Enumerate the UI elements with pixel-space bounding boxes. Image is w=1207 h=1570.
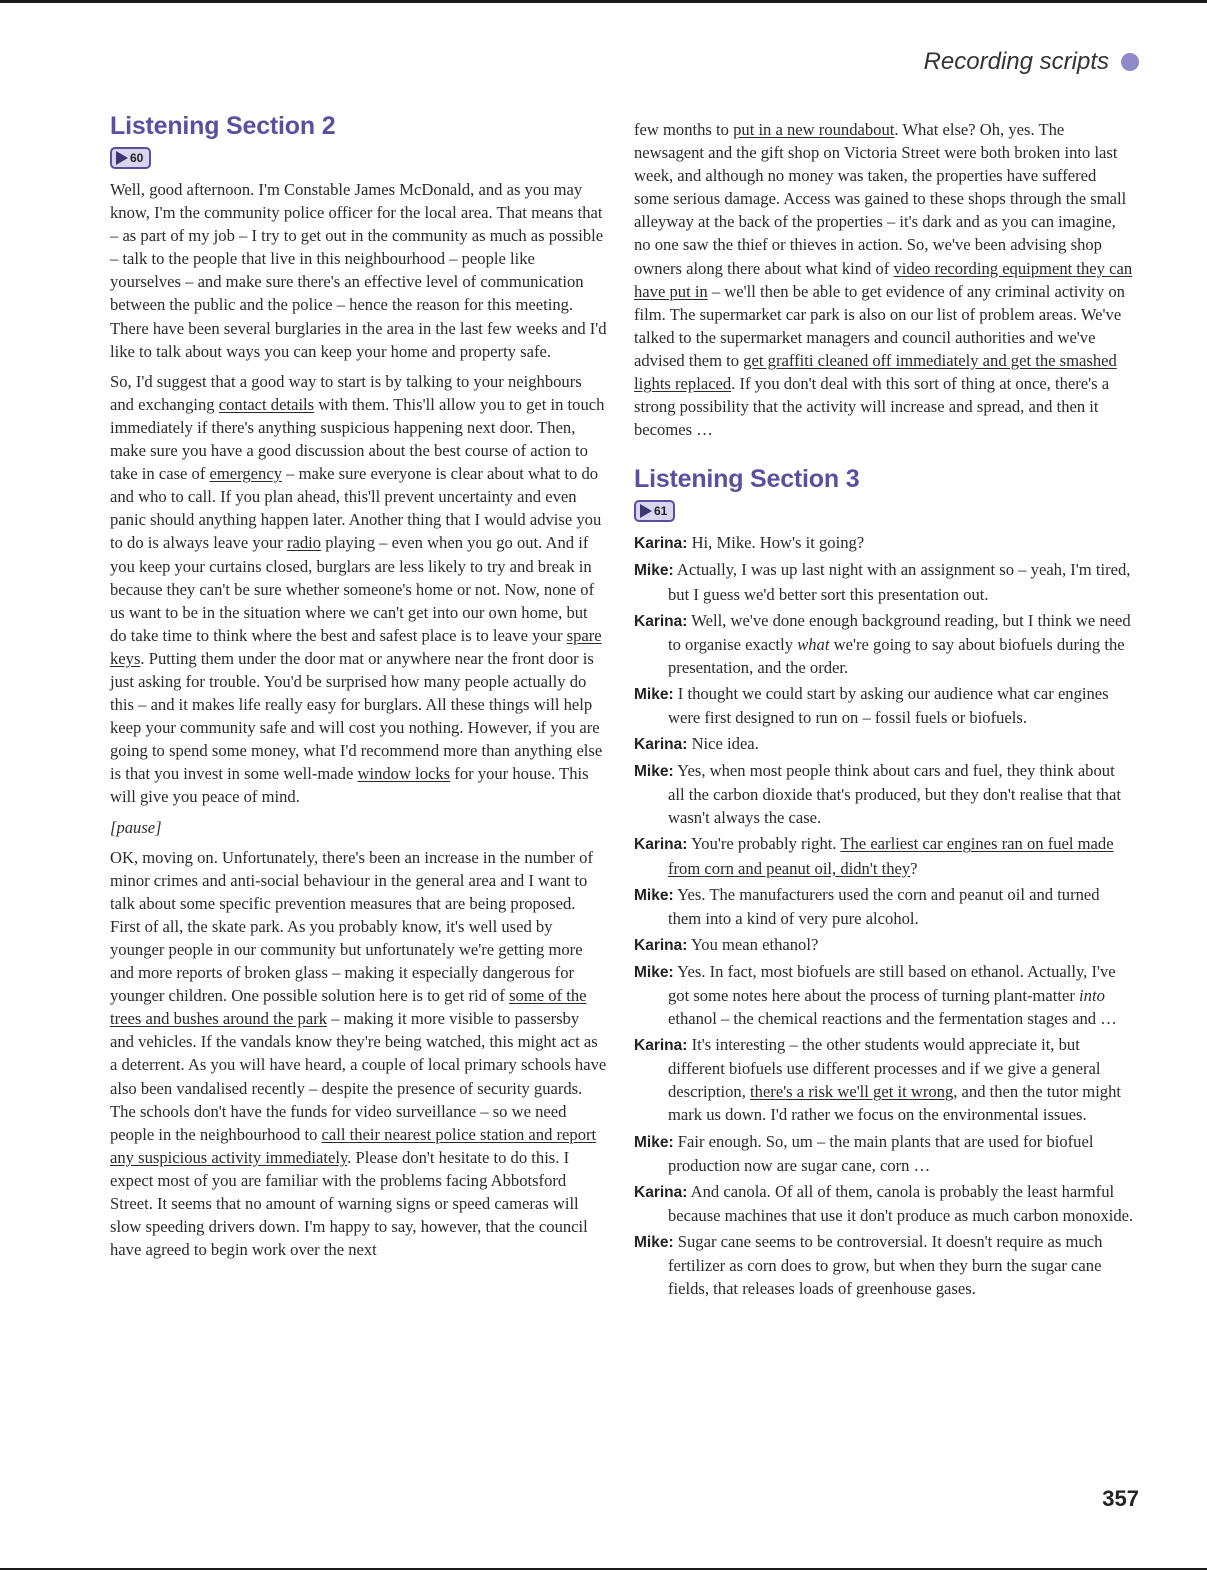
play-icon — [116, 151, 128, 165]
dialogue-line: Mike: Actually, I was up last night with an assignment so – yeah, I'm tired, but I guess we'd better sort this presentation out. — [634, 560, 1131, 604]
answer-underline: The earliest car engines ran on fuel made from corn and peanut oil, didn't they — [668, 834, 1114, 878]
answer-underline: get graffiti cleaned off immediately and get the smashed lights replaced — [634, 350, 1117, 394]
answer-underline: put in a new roundabout — [733, 120, 895, 139]
dialogue-line: Karina: Hi, Mike. How's it going? — [634, 533, 865, 553]
answer-underline: call their nearest police station and report any suspicious activity immediately — [110, 1124, 597, 1167]
dialogue-line: Karina: Nice idea. — [634, 734, 759, 754]
audio-track-button[interactable] — [634, 500, 675, 522]
answer-underline: emergency — [209, 464, 282, 484]
answer-underline: contact details — [218, 394, 315, 414]
audio-track-number: 60 — [130, 151, 144, 165]
section2-paragraph-4: few months to put in a new roundabout. What else? Oh, yes. The newsagent and the gift shop on Victoria Street were both broken into last week, and although no money was taken, the properties have suffered some serious damage. Access was gained to these shops through the small alleyway at the back of the properties – it's dark and as you can imagine, no one saw the thief or thieves in action. So, we've been advising shop owners along there about what kind of video recording equipment they can have put in – we'll then be able to get evidence of any criminal activity on film. The supermarket car park is also on our list of problem areas. We've talked to the supermarket managers and council authorities and we've advised them to get graffiti cleaned off immediately and get the smashed lights replaced. If you don't deal with this sort of thing at once, there's a strong possibility that the activity will increase and spread, and then it becomes … — [634, 120, 1133, 440]
dialogue-line: Mike: Sugar cane seems to be controversial. It doesn't require as much fertilizer as corn does to grow, but when they burn the sugar cane fields, that releases loads of greenhouse gases. — [634, 1231, 1103, 1299]
audio-track-number: 61 — [654, 504, 668, 519]
running-header — [924, 48, 1139, 76]
section2-paragraph-1: Well, good afternoon. I'm Constable James McDonald, and as you may know, I'm the community police officer for the local area. That means that – as part of my job – I try to get out in the community as much as possible – talk to the people that live in this neighbourhood – people like yourselves – and make sure there's an effective level of communication between the public and the police – hence the reason for this meeting. There have been several burglaries in the area in the last few weeks and I'd like to talk about ways you can keep your home and property safe. — [110, 180, 607, 361]
answer-underline: spare keys — [110, 625, 602, 668]
dialogue-line: Karina: You're probably right. The earliest car engines ran on fuel made from corn and peanut oil, didn't they? — [634, 834, 1114, 878]
running-header-title: Recording scripts — [923, 48, 1109, 75]
play-icon — [640, 504, 652, 518]
bullet-dot-icon — [1121, 53, 1139, 71]
dialogue-line: Mike: Yes. In fact, most biofuels are still based on ethanol. Actually, I've got some notes here about the process of turning plant-matter into ethanol – the chemical reactions and the fermentation stages and … — [634, 961, 1117, 1029]
right-column — [634, 112, 1134, 1303]
pause-marker: [pause] — [110, 817, 162, 837]
section3-heading: Listening Section 3 — [634, 465, 860, 494]
left-column — [110, 112, 607, 1268]
answer-underline: window locks — [357, 764, 451, 784]
answer-underline: there's a risk we'll get it wrong — [750, 1082, 954, 1102]
answer-underline: some of the trees and bushes around the park — [110, 986, 587, 1029]
section2-paragraph-2: So, I'd suggest that a good way to start is by talking to your neighbours and exchanging contact details with them. This'll allow you to get in touch immediately if there's anything suspicious happening next door. Then, make sure you have a good discussion about the best course of action to take in case of emergency – make sure everyone is clear about what to do and who to call. If you plan ahead, this'll prevent uncertainty and even panic should anything happen later. Another thing that I would advise you to do is always leave your radio playing – even when you go out. And if you keep your curtains closed, burglars are less likely to try and break in because they can't be sure whether someone's home or not. Now, none of us want to be in the situation where we can't get into our own home, but do take time to think where the best and safest place is to leave your spare keys. Putting them under the door mat or anywhere near the front door is just asking for trouble. You'd be surprised how many people actually do this – and it makes life really easy for burglars. All these things will help keep your community safe and will cost you nothing. However, if you are going to spend some money, what I'd recommend more than anything else is that you invest in some well-made window locks for your house. This will give you peace of mind. — [110, 371, 605, 807]
dialogue-line: Karina: Well, we've done enough background reading, but I think we need to organise exactly what we're going to say about biofuels during the presentation, and the order. — [634, 610, 1131, 677]
audio-track-button[interactable] — [110, 147, 151, 169]
dialogue-line: Karina: And canola. Of all of them, canola is probably the least harmful because machines that use it don't produce as much carbon monoxide. — [634, 1181, 1134, 1225]
page-number: 357 — [1102, 1486, 1139, 1511]
section2-heading: Listening Section 2 — [110, 112, 336, 140]
dialogue-line: Mike: Yes. The manufacturers used the corn and peanut oil and turned them into a kind of very pure alcohol. — [634, 884, 1100, 928]
top-rule — [0, 0, 1207, 3]
section2-paragraph-3: OK, moving on. Unfortunately, there's been an increase in the number of minor crimes and anti-social behaviour in the general area and I want to talk about some specific prevention measures that are being proposed. First of all, the skate park. As you probably know, it's well used by younger people in our community but unfortunately we're getting more and more reports of broken glass – making it especially dangerous for younger children. One possible solution here is to get rid of some of the trees and bushes around the park – making it more visible to passersby and vehicles. If the vandals know they're being watched, this might act as a deterrent. As you will have heard, a couple of local primary schools have also been vandalised recently – despite the presence of security guards. The schools don't have the funds for video surveillance – so we need people in the neighbourhood to call their nearest police station and report any suspicious activity immediately. Please don't hesitate to do this. I expect most of you are familiar with the problems facing Abbotsford Street. It seems that no amount of warning signs or speed cameras will slow speeding drivers down. I'm happy to say, however, that the council have agreed to begin work over the next — [110, 847, 607, 1260]
dialogue-line: Mike: Yes, when most people think about cars and fuel, they think about all the carbon dioxide that's produced, but they don't realise that that wasn't always the case. — [634, 761, 1121, 828]
answer-underline: video recording equipment they can have put in — [634, 258, 1133, 301]
dialogue-line: Mike: Fair enough. So, um – the main plants that are used for biofuel production now are sugar cane, corn … — [634, 1131, 1094, 1175]
dialogue-line: Karina: It's interesting – the other students would appreciate it, but different biofuels use different processes and if we give a general description, there's a risk we'll get it wrong, and then the tutor might mark us down. I'd rather we focus on the environmental issues. — [634, 1035, 1122, 1125]
dialogue-line: Karina: You mean ethanol? — [634, 934, 819, 954]
answer-underline: radio — [286, 533, 322, 553]
dialogue-line: Mike: I thought we could start by asking our audience what car engines were first designed to run on – fossil fuels or biofuels. — [634, 683, 1109, 727]
